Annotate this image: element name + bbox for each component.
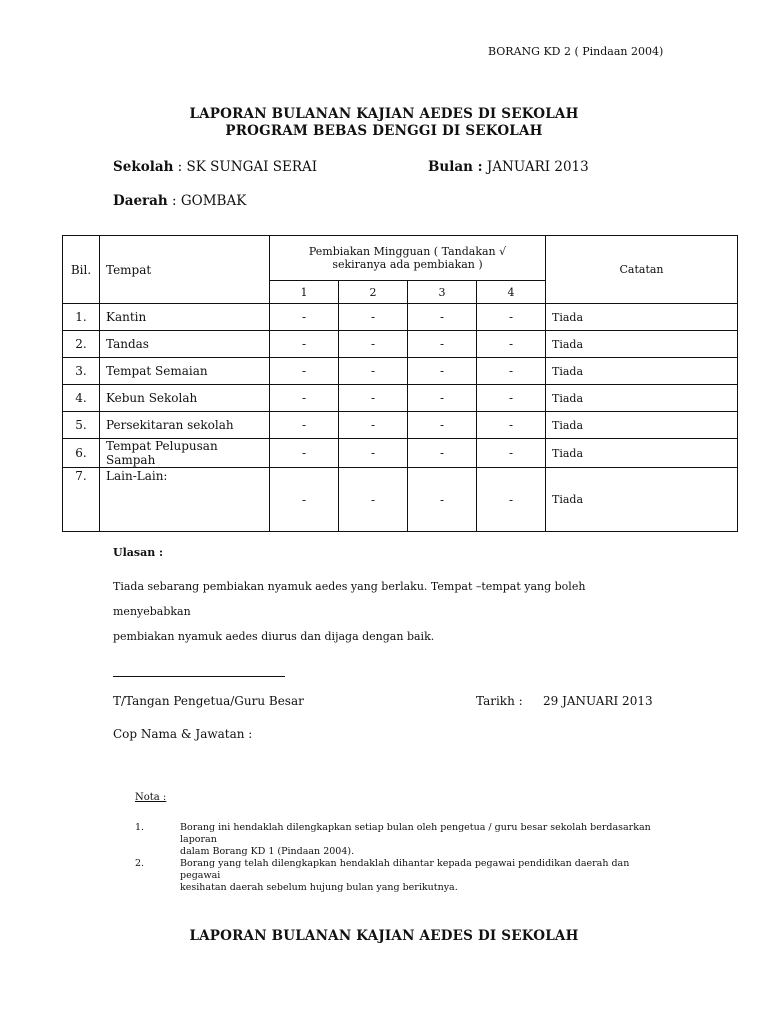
row-week-2: - (339, 331, 408, 358)
nota-list (135, 822, 665, 894)
bulan-field (428, 159, 589, 175)
signature-label: T/Tangan Pengetua/Guru Besar (113, 694, 304, 708)
row-tempat: Tandas (100, 331, 270, 358)
nota-number: 2. (135, 858, 145, 869)
row-tempat: Tempat Pelupusan Sampah (100, 439, 270, 468)
report-title-repeat: LAPORAN BULANAN KAJIAN AEDES DI SEKOLAH (189, 928, 579, 944)
row-week-3: - (408, 412, 477, 439)
row-week-4: - (477, 385, 546, 412)
header-week-1: 1 (270, 281, 339, 304)
nota-text (180, 858, 665, 894)
row-week-2: - (339, 304, 408, 331)
row-week-4: - (477, 304, 546, 331)
row-week-1: - (270, 304, 339, 331)
nota-heading: Nota : (135, 792, 167, 803)
row-week-2: - (339, 358, 408, 385)
signature-line (113, 676, 285, 677)
table-row (63, 468, 738, 532)
row-week-4: - (477, 358, 546, 385)
row-catatan: Tiada (546, 412, 738, 439)
row-bil: 2. (63, 331, 100, 358)
row-week-4: - (477, 439, 546, 468)
bulan-label: Bulan : (428, 159, 483, 175)
nota-text-line: kesihatan daerah sebelum hujung bulan yang berikutnya. (180, 882, 458, 893)
row-week-1: - (270, 385, 339, 412)
row-bil: 6. (63, 439, 100, 468)
ulasan-line-1: Tiada sebarang pembiakan nyamuk aedes yang berlaku. Tempat –tempat yang boleh menyebabkan (113, 580, 586, 618)
row-catatan: Tiada (546, 439, 738, 468)
header-bil: Bil. (63, 236, 100, 304)
ulasan-heading: Ulasan : (113, 546, 164, 559)
table-header-row (63, 236, 738, 281)
nota-item (135, 822, 665, 858)
daerah-field (113, 193, 246, 209)
row-week-2: - (339, 385, 408, 412)
bulan-value: JANUARI 2013 (482, 159, 589, 175)
table-row (63, 412, 738, 439)
tarikh-label: Tarikh : (476, 694, 523, 708)
row-week-1: - (270, 331, 339, 358)
row-week-3: - (408, 439, 477, 468)
tarikh-value: 29 JANUARI 2013 (543, 694, 653, 708)
row-week-4: - (477, 468, 546, 532)
row-week-3: - (408, 385, 477, 412)
row-week-4: - (477, 412, 546, 439)
nota-number: 1. (135, 822, 145, 833)
row-week-4: - (477, 331, 546, 358)
daerah-value: : GOMBAK (167, 193, 247, 209)
nota-item (135, 858, 665, 894)
row-bil: 5. (63, 412, 100, 439)
ulasan-line-2: pembiakan nyamuk aedes diurus dan dijaga dengan baik. (113, 630, 435, 643)
row-tempat: Kantin (100, 304, 270, 331)
row-week-3: - (408, 468, 477, 532)
header-week-2: 2 (339, 281, 408, 304)
row-week-3: - (408, 304, 477, 331)
row-tempat: Lain-Lain: (100, 468, 270, 532)
table-row (63, 439, 738, 468)
breeding-table (62, 235, 738, 532)
nota-text-line: Borang yang telah dilengkapkan hendaklah dihantar kepada pegawai pendidikan daerah dan pegawai (180, 858, 630, 881)
row-tempat: Tempat Semaian (100, 358, 270, 385)
row-bil: 1. (63, 304, 100, 331)
program-title: PROGRAM BEBAS DENGGI DI SEKOLAH (225, 123, 543, 139)
row-catatan: Tiada (546, 385, 738, 412)
header-weekly-line1: Pembiakan Mingguan ( Tandakan √ (308, 245, 507, 258)
row-bil: 4. (63, 385, 100, 412)
row-week-1: - (270, 412, 339, 439)
table-row (63, 331, 738, 358)
header-week-4: 4 (477, 281, 546, 304)
row-week-1: - (270, 358, 339, 385)
table-row (63, 358, 738, 385)
table-row (63, 385, 738, 412)
sekolah-value: : SK SUNGAI SERAI (173, 159, 318, 175)
row-catatan: Tiada (546, 304, 738, 331)
ulasan-text (113, 574, 653, 649)
header-week-3: 3 (408, 281, 477, 304)
sekolah-field (113, 159, 317, 175)
row-week-2: - (339, 412, 408, 439)
header-tempat: Tempat (100, 236, 270, 304)
daerah-label: Daerah (113, 193, 168, 209)
row-week-2: - (339, 439, 408, 468)
cop-label: Cop Nama & Jawatan : (113, 727, 253, 741)
row-tempat: Persekitaran sekolah (100, 412, 270, 439)
nota-text (180, 822, 665, 858)
row-week-1: - (270, 468, 339, 532)
nota-text-line: Borang ini hendaklah dilengkapkan setiap bulan oleh pengetua / guru besar sekolah berdasarkan laporan (180, 822, 651, 845)
header-catatan: Catatan (546, 236, 738, 304)
row-week-1: - (270, 439, 339, 468)
row-catatan: Tiada (546, 358, 738, 385)
row-week-2: - (339, 468, 408, 532)
sekolah-label: Sekolah (113, 159, 174, 175)
row-tempat: Kebun Sekolah (100, 385, 270, 412)
header-weekly (270, 236, 546, 281)
row-bil: 3. (63, 358, 100, 385)
form-code: BORANG KD 2 ( Pindaan 2004) (488, 45, 664, 58)
table-row (63, 304, 738, 331)
row-week-3: - (408, 331, 477, 358)
row-catatan: Tiada (546, 468, 738, 532)
report-title: LAPORAN BULANAN KAJIAN AEDES DI SEKOLAH (189, 106, 579, 122)
nota-text-line: dalam Borang KD 1 (Pindaan 2004). (180, 846, 355, 857)
row-week-3: - (408, 358, 477, 385)
row-bil: 7. (63, 468, 100, 532)
header-weekly-line2: sekiranya ada pembiakan ) (332, 258, 483, 271)
row-catatan: Tiada (546, 331, 738, 358)
